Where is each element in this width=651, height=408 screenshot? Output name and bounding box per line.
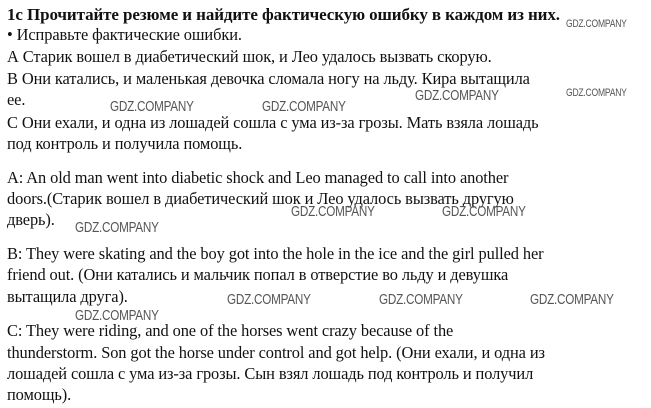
watermark: GDZ.COMPANY: [530, 291, 614, 308]
answer-a-line-3: дверь).: [7, 210, 55, 229]
watermark: GDZ.COMPANY: [262, 98, 346, 115]
summary-c-ru-line-1: С Они ехали, и одна из лошадей сошла с ума из-за грозы. Мать взяла лошадь: [7, 113, 539, 132]
summary-b-ru-line-1: В Они катались, и маленькая девочка сломала ногу на льду. Кира вытащила: [7, 69, 530, 88]
summary-b-ru-line-2: ее.: [7, 90, 26, 109]
watermark: GDZ.COMPANY: [566, 87, 627, 99]
watermark: GDZ.COMPANY: [75, 307, 159, 324]
watermark: GDZ.COMPANY: [110, 98, 194, 115]
watermark: GDZ.COMPANY: [75, 219, 159, 236]
exercise-instruction: • Исправьте фактические ошибки.: [7, 25, 242, 44]
answer-c-line-2: thunderstorm. Son got the horse under control and got help. (Они ехали, и одна из: [7, 343, 545, 362]
answer-c-line-4: помощь).: [7, 385, 72, 404]
summary-c-ru-line-2: под контроль и получила помощь.: [7, 134, 243, 153]
watermark: GDZ.COMPANY: [566, 18, 627, 30]
answer-c-line-1: C: They were riding, and one of the horses went crazy because of the: [7, 321, 454, 340]
answer-b-line-3: вытащила друга).: [7, 287, 128, 306]
answer-a-line-1: A: An old man went into diabetic shock and Leo managed to call into another: [7, 168, 509, 187]
answer-b-line-1: B: They were skating and the boy got into the hole in the ice and the girl pulled her: [7, 244, 544, 263]
answer-b-line-2: friend out. (Они катались и мальчик попал в отверстие во льду и девушка: [7, 265, 509, 284]
watermark: GDZ.COMPANY: [291, 203, 375, 220]
exercise-title: 1c Прочитайте резюме и найдите фактическую ошибку в каждом из них.: [7, 5, 560, 24]
summary-a-ru: А Старик вошел в диабетический шок, и Лео удалось вызвать скорую.: [7, 47, 492, 66]
watermark: GDZ.COMPANY: [379, 291, 463, 308]
watermark: GDZ.COMPANY: [442, 203, 526, 220]
answer-c-line-3: лошадей сошла с ума из-за грозы. Сын взял лошадь под контроль и получил: [7, 364, 534, 383]
watermark: GDZ.COMPANY: [415, 87, 499, 104]
answer-a-line-2: doors.(Старик вошел в диабетический шок и Лео удалось вызвать другую: [7, 189, 514, 208]
watermark: GDZ.COMPANY: [227, 291, 311, 308]
